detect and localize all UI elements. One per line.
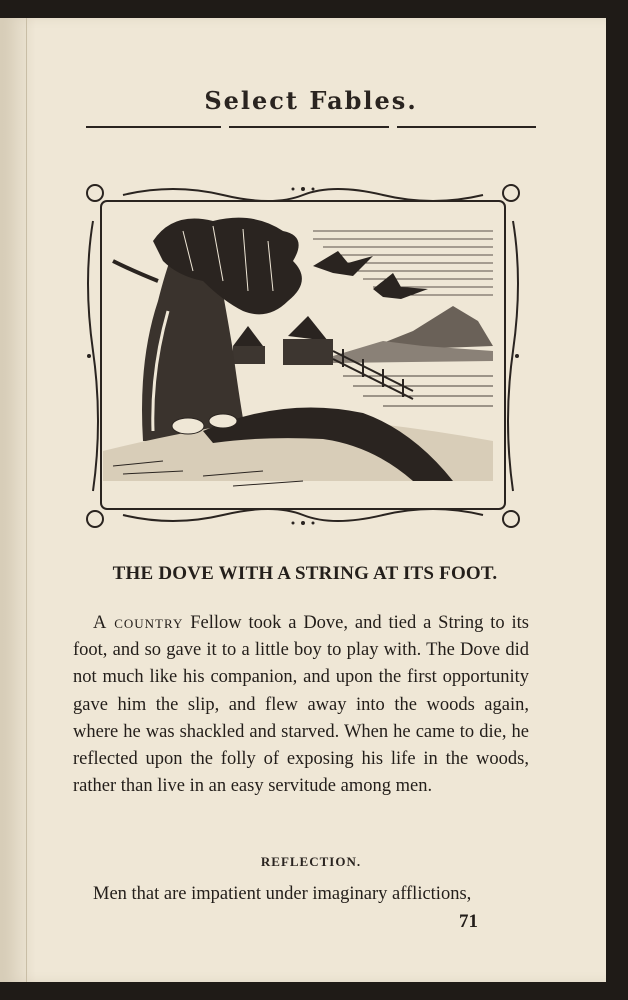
book-page (0, 18, 606, 982)
fable-body-text: Fellow took a Dove, and tied a String to its foot, and so gave it to a little boy to play with. The Dove did not much like his companion, and upon the first opportunity gave him the slip, and flew away into the woods again, where he was shackled and starved. When he came to die, he reflected upon the folly of exposing his life in the woods, rather than live in an easy servitude among men. (73, 613, 530, 797)
fable-first-word: A country (93, 613, 184, 633)
page-edge (26, 18, 27, 982)
fable-title: THE DOVE WITH A STRING AT ITS FOOT. (112, 563, 498, 584)
fable-body (73, 610, 529, 800)
gutter-shadow (0, 18, 36, 982)
reflection-heading: REFLECTION. (260, 854, 362, 869)
header-rule (86, 126, 536, 132)
dove-landscape-engraving-icon (83, 181, 523, 531)
reflection-text: Men that are impatient under imaginary afflictions, (93, 884, 472, 904)
page-number: 71 (459, 911, 478, 932)
running-head: Select Fables. (204, 86, 418, 115)
